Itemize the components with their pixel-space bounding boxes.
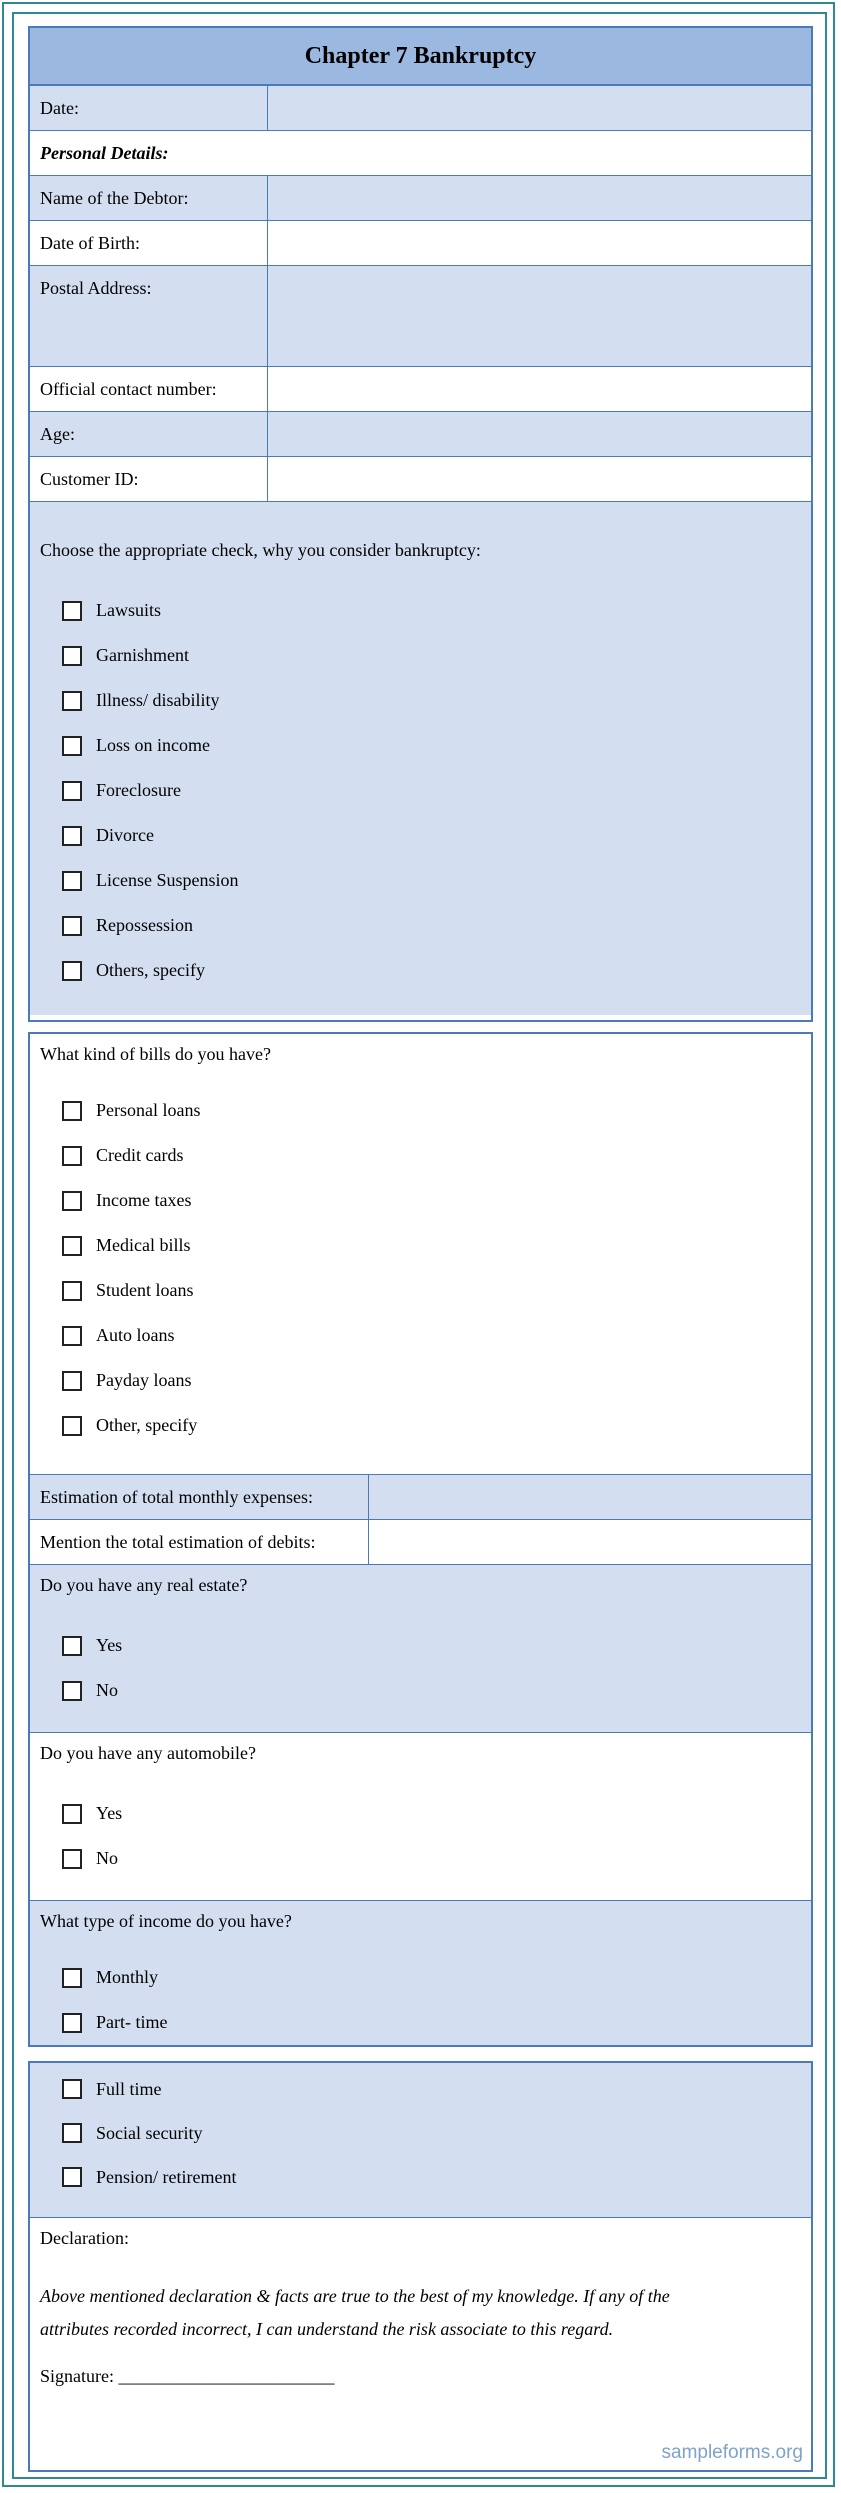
checkbox[interactable]	[62, 1371, 82, 1391]
reason-foreclosure[interactable]: Foreclosure	[62, 768, 811, 813]
checkbox[interactable]	[62, 826, 82, 846]
income-block	[30, 1900, 811, 2045]
form-sheet	[28, 26, 813, 2472]
personal-heading-row	[30, 130, 811, 175]
contact-row	[30, 366, 811, 411]
income-pension[interactable]: Pension/ retirement	[62, 2155, 811, 2199]
signature-line[interactable]: Signature: ________________________	[40, 2366, 335, 2386]
real-estate-question: Do you have any real estate?	[40, 1575, 248, 1595]
checkbox[interactable]	[62, 1101, 82, 1121]
automobile-yes[interactable]: Yes	[62, 1791, 811, 1836]
finance-section	[28, 1032, 813, 2047]
watermark: sampleforms.org	[661, 2442, 803, 2463]
date-label: Date:	[30, 86, 268, 130]
age-field[interactable]	[268, 412, 811, 456]
income-full-time[interactable]: Full time	[62, 2067, 811, 2111]
expenses-label: Estimation of total monthly expenses:	[30, 1475, 369, 1519]
checkbox[interactable]	[62, 871, 82, 891]
checkbox[interactable]	[62, 781, 82, 801]
income-part-time[interactable]: Part- time	[62, 2000, 811, 2045]
declaration-label: Declaration:	[40, 2228, 129, 2248]
checkbox[interactable]	[62, 916, 82, 936]
bill-credit-cards[interactable]: Credit cards	[62, 1133, 811, 1178]
contact-field[interactable]	[268, 367, 811, 411]
checkbox[interactable]	[62, 646, 82, 666]
debits-label: Mention the total estimation of debits:	[30, 1520, 369, 1564]
name-row	[30, 175, 811, 220]
automobile-block	[30, 1732, 811, 1900]
reasons-list	[30, 586, 811, 993]
reasons-question: Choose the appropriate check, why you consider bankruptcy:	[40, 540, 481, 560]
reason-license[interactable]: License Suspension	[62, 858, 811, 903]
bills-question: What kind of bills do you have?	[40, 1044, 271, 1064]
expenses-row	[30, 1474, 811, 1519]
checkbox[interactable]	[62, 1636, 82, 1656]
address-field[interactable]	[268, 266, 811, 366]
personal-section	[28, 26, 813, 1022]
age-label: Age:	[30, 412, 268, 456]
name-label: Name of the Debtor:	[30, 176, 268, 220]
checkbox[interactable]	[62, 601, 82, 621]
date-row	[30, 85, 811, 130]
income-more-block	[30, 2063, 811, 2217]
bills-list	[30, 1080, 811, 1448]
declaration-line-2: attributes recorded incorrect, I can understand the risk associate to this regard.	[40, 2319, 614, 2339]
personal-heading: Personal Details:	[40, 142, 169, 163]
real-estate-block	[30, 1564, 811, 1732]
bill-personal-loans[interactable]: Personal loans	[62, 1088, 811, 1133]
bill-student-loans[interactable]: Student loans	[62, 1268, 811, 1313]
checkbox[interactable]	[62, 1968, 82, 1988]
bill-medical[interactable]: Medical bills	[62, 1223, 811, 1268]
real-estate-options	[30, 1611, 811, 1713]
reason-lawsuits[interactable]: Lawsuits	[62, 588, 811, 633]
reason-repossession[interactable]: Repossession	[62, 903, 811, 948]
declaration-block	[30, 2217, 811, 2470]
dob-label: Date of Birth:	[30, 221, 268, 265]
date-field[interactable]	[268, 86, 811, 130]
dob-field[interactable]	[268, 221, 811, 265]
address-row	[30, 265, 811, 366]
checkbox[interactable]	[62, 1326, 82, 1346]
real-estate-no[interactable]: No	[62, 1668, 811, 1713]
customer-id-row	[30, 456, 811, 501]
checkbox[interactable]	[62, 1146, 82, 1166]
real-estate-yes[interactable]: Yes	[62, 1623, 811, 1668]
automobile-options	[30, 1779, 811, 1881]
checkbox[interactable]	[62, 1281, 82, 1301]
customer-id-label: Customer ID:	[30, 457, 268, 501]
checkbox[interactable]	[62, 1191, 82, 1211]
income-more-options	[30, 2063, 811, 2199]
declaration-line-1: Above mentioned declaration & facts are true to the best of my knowledge. If any of the	[40, 2286, 670, 2306]
reason-loss-income[interactable]: Loss on income	[62, 723, 811, 768]
bill-auto-loans[interactable]: Auto loans	[62, 1313, 811, 1358]
checkbox[interactable]	[62, 2167, 82, 2187]
checkbox[interactable]	[62, 1849, 82, 1869]
reason-others[interactable]: Others, specify	[62, 948, 811, 993]
address-label: Postal Address:	[30, 266, 268, 366]
expenses-field[interactable]	[369, 1475, 811, 1519]
reason-divorce[interactable]: Divorce	[62, 813, 811, 858]
debits-row	[30, 1519, 811, 1564]
declaration-section	[28, 2061, 813, 2472]
checkbox[interactable]	[62, 1416, 82, 1436]
automobile-no[interactable]: No	[62, 1836, 811, 1881]
automobile-question: Do you have any automobile?	[40, 1743, 256, 1763]
customer-id-field[interactable]	[268, 457, 811, 501]
reason-illness[interactable]: Illness/ disability	[62, 678, 811, 723]
checkbox[interactable]	[62, 961, 82, 981]
bill-income-taxes[interactable]: Income taxes	[62, 1178, 811, 1223]
contact-label: Official contact number:	[30, 367, 268, 411]
dob-row	[30, 220, 811, 265]
name-field[interactable]	[268, 176, 811, 220]
reasons-block	[30, 501, 811, 1015]
age-row	[30, 411, 811, 456]
form-title: Chapter 7 Bankruptcy	[30, 28, 811, 85]
checkbox[interactable]	[62, 1804, 82, 1824]
checkbox[interactable]	[62, 1236, 82, 1256]
checkbox[interactable]	[62, 691, 82, 711]
checkbox[interactable]	[62, 1681, 82, 1701]
bill-payday-loans[interactable]: Payday loans	[62, 1358, 811, 1403]
checkbox[interactable]	[62, 2123, 82, 2143]
reason-garnishment[interactable]: Garnishment	[62, 633, 811, 678]
income-monthly[interactable]: Monthly	[62, 1955, 811, 2000]
bills-block	[30, 1034, 811, 1474]
checkbox[interactable]	[62, 2079, 82, 2099]
income-question: What type of income do you have?	[40, 1911, 292, 1931]
income-social-security[interactable]: Social security	[62, 2111, 811, 2155]
debits-field[interactable]	[369, 1520, 811, 1564]
checkbox[interactable]	[62, 2013, 82, 2033]
checkbox[interactable]	[62, 736, 82, 756]
bill-other[interactable]: Other, specify	[62, 1403, 811, 1448]
income-options	[30, 1947, 811, 2045]
